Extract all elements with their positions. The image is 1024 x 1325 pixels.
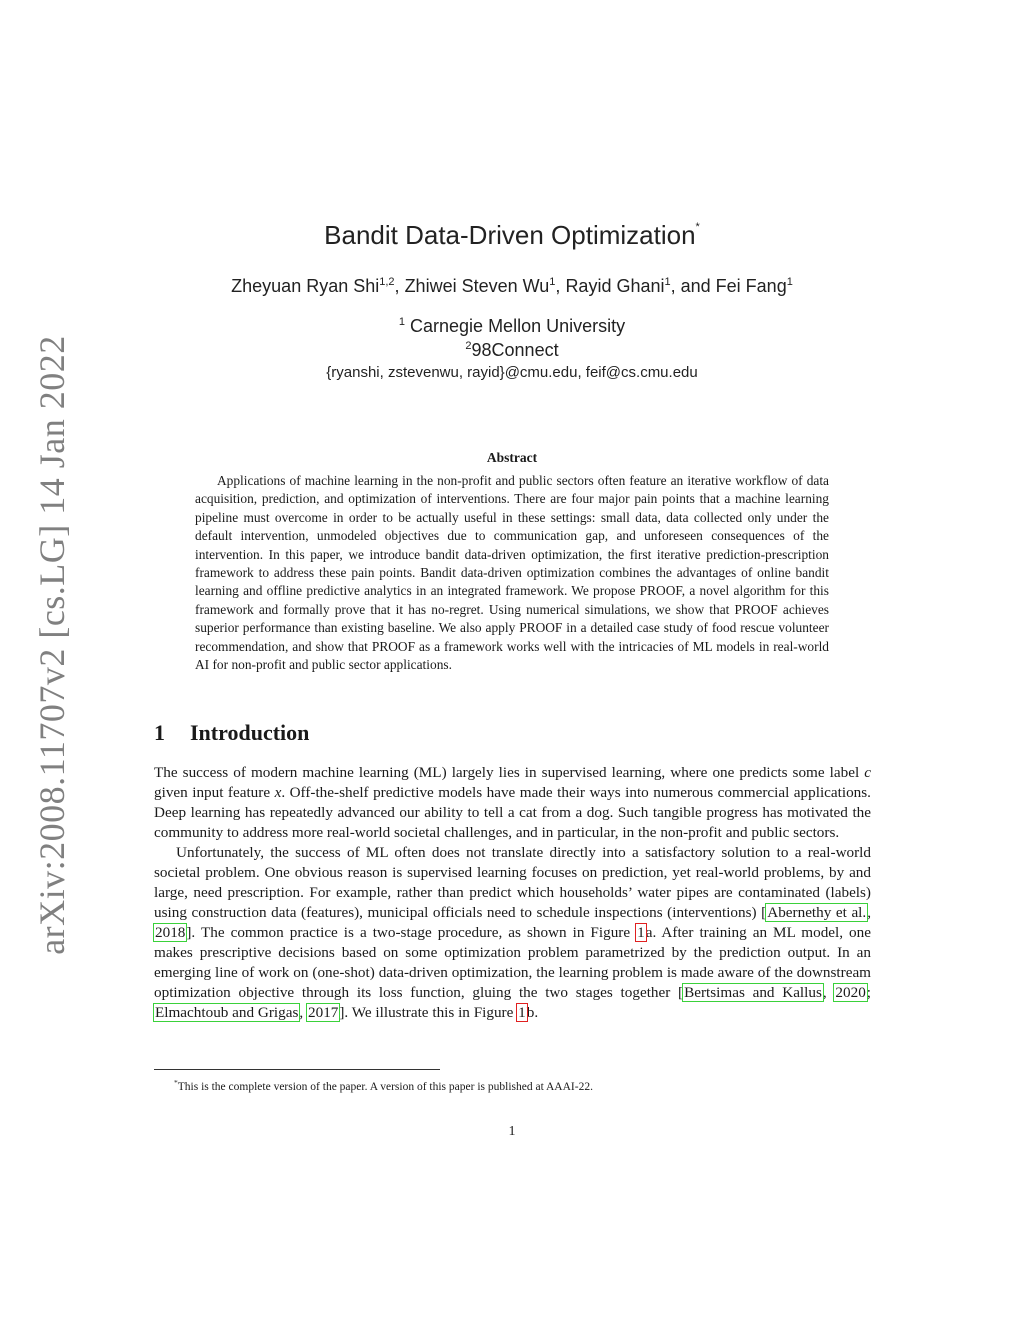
author-name: Rayid Ghani [565,276,665,296]
footnote-text: This is the complete version of the paper. A version of this paper is published at AAAI-22. [177,1080,593,1093]
text-run: ]. We illustrate this in Figure [339,1004,518,1021]
math-variable: c [864,764,871,781]
author-separator: , [394,276,405,296]
citation-link-elmachtoub[interactable]: Elmachtoub and Grigas [155,1004,299,1021]
section-number: 1 [154,720,165,745]
author-affiliation-mark: 1 [549,276,556,288]
citation-year-link[interactable]: 2017 [308,1004,339,1021]
citation-link-abernethy[interactable]: Abernethy et al. [767,904,867,921]
footnote-mark: * [174,1078,178,1087]
text-run: Unfortunately, the success of ML often does not translate directly into a satisfactory solution to a real-world societal problem. One obvious reason is supervised learning focuses on prediction, yet real-world problems, by and large, need prescription. For example, rather than predict which households’ water pipes are contaminated (labels) using construction data (features), municipal officials need to schedule inspections (interventions) [ [154,844,871,921]
page-number: 1 [508,1124,516,1139]
section-heading [154,720,309,746]
citation-year-link[interactable]: 2018 [155,924,186,941]
author-name: Zhiwei Steven Wu [404,276,550,296]
citation-link-bertsimas[interactable]: Bertsimas and Kallus [684,984,822,1001]
text-run: . Off-the-shelf predictive models have made their ways into numerous commercial applications. Deep learning has repeatedly advanced our ability to tell a cat from a dog. Such tangible progress has motivated the community to address more real-world societal challenges, and in particular, in the non-profit and public sectors. [154,784,871,841]
abstract-heading: Abstract [486,450,538,465]
affiliation-name: Carnegie Mellon University [405,316,626,336]
author-list [0,276,1024,297]
affiliation-mark: 1 [398,316,406,328]
abstract-paragraph: Applications of machine learning in the non-profit and public sectors often feature an iterative workflow of data acquisition, prediction, and optimization of interventions. There are four major pain points that a machine learning pipeline must overcome in order to be actually useful in these settings: small data, data collected only under the default intervention, unmodeled objectives due to communication gap, and unforeseen consequences of the intervention. In this paper, we introduce bandit data-driven optimization, the first iterative prediction-prescription framework to address these pain points. Bandit data-driven optimization combines the advantages of online bandit learning and offline predictive analytics in an integrated framework. We propose PROOF, a novel algorithm for this framework and formally prove that it has no-regret. Using numerical simulations, we show that PROOF achieves superior performance than existing baseline. We also apply PROOF in a detailed case study of food rescue volunteer recommendation, and show that PROOF as a framework works well with the intricacies of ML models in real-world AI for non-profit and public sector applications. [195,473,829,673]
footnote [154,1075,871,1095]
text-run: ]. The common practice is a two-stage procedure, as shown in Figure [186,924,637,941]
figure-ref-link[interactable]: 1 [518,1004,526,1021]
affiliation-name: 98Connect [471,340,559,360]
text-run: ; [866,984,872,1001]
arxiv-identifier-stamp: arXiv:2008.11707v2 [cs.LG] 14 Jan 2022 [32,335,72,955]
figure-ref-link[interactable]: 1 [637,924,645,941]
paper-title [0,220,1024,251]
affiliation-line [0,316,1024,337]
paragraph [154,763,871,843]
introduction-body [154,763,871,1023]
author-name: Zheyuan Ryan Shi [231,276,380,296]
paragraph [154,843,871,1023]
citation-year-link[interactable]: 2020 [835,984,866,1001]
author-affiliation-mark: 1 [786,276,793,288]
footnote-divider [154,1069,440,1070]
text-run: a. After training an ML model, one makes prescriptive decisions based on some optimization problem parametrized by the prediction output. In an emerging line of work on (one-shot) data-driven optimization, the learning problem is made aware of the downstream optimization objective through its loss function, gluing the two stages together [ [154,924,871,1001]
text-run: , [822,984,835,1001]
abstract-body [195,472,829,674]
author-separator: , and [670,276,716,296]
math-variable: x [274,784,282,801]
affiliation-mark: 2 [465,340,472,352]
text-run: given input feature [154,784,275,801]
author-name: Fei Fang [715,276,787,296]
text-run: , [867,904,872,921]
section-title: Introduction [190,720,310,745]
text-run: b. [526,1004,539,1021]
author-affiliation-mark: 1,2 [379,276,395,288]
text-run: , [299,1004,307,1021]
affiliation-line [0,340,1024,361]
author-separator: , [555,276,566,296]
title-text: Bandit Data-Driven Optimization [324,220,696,250]
title-footnote-mark[interactable]: * [695,221,700,234]
author-affiliation-mark: 1 [664,276,671,288]
text-run: The success of modern machine learning (ML) largely lies in supervised learning, where one predicts some label [154,764,865,781]
author-emails: {ryanshi, zstevenwu, rayid}@cmu.edu, feif@cs.cmu.edu [326,364,698,381]
